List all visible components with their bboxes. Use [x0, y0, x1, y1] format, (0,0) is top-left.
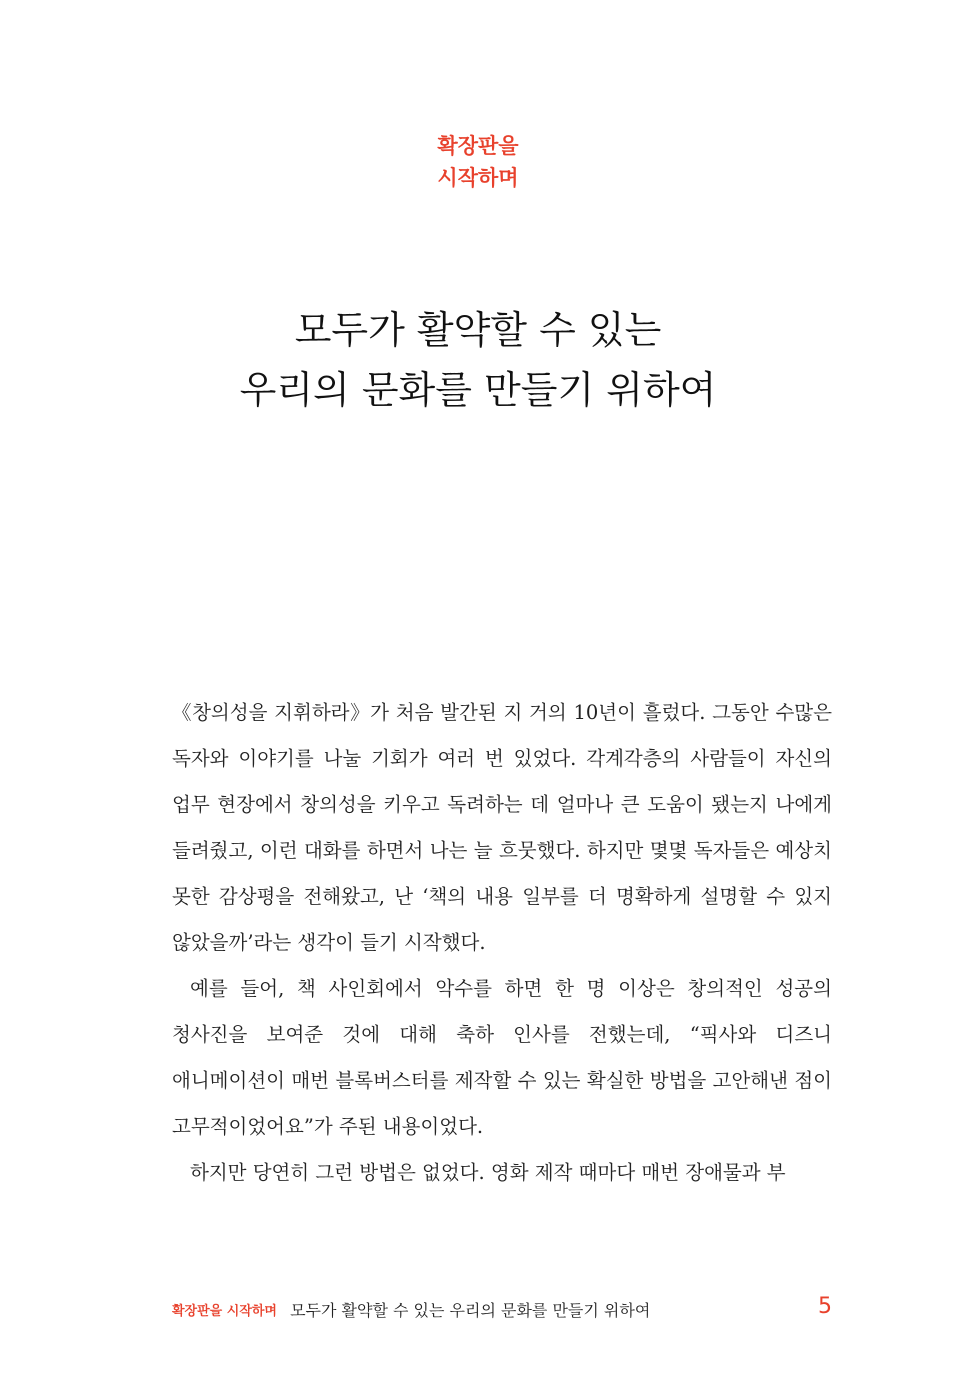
section-label — [0, 130, 956, 194]
footer-running-title: 모두가 활약할 수 있는 우리의 문화를 만들기 위하여 — [290, 1301, 651, 1320]
paragraph-1: 《창의성을 지휘하라》가 처음 발간된 지 거의 10년이 흘렀다. 그동안 수많은 독자와 이야기를 나눌 기회가 여러 번 있었다. 각계각층의 사람들이 자신의 업무 현장에서 창의성을 키우고 독려하는 데 얼마나 큰 도움이 됐는지 나에게 들려줬고, 이런 대화를 하면서 나는 늘 흐뭇했다. 하지만 몇몇 독자들은 예상치 못한 감상평을 전해왔고, 난 ‘책의 내용 일부를 더 명확하게 설명할 수 있지 않았을까’라는 생각이 들기 시작했다. — [172, 701, 832, 954]
paragraph-3: 하지만 당연히 그런 방법은 없었다. 영화 제작 때마다 매번 장애물과 부 — [190, 1161, 786, 1184]
footer-section-label: 확장판을 시작하며 — [172, 1304, 277, 1319]
body-text — [172, 690, 832, 1196]
chapter-title — [0, 300, 956, 420]
section-label-line1: 확장판을 — [437, 134, 519, 158]
page-footer — [172, 1294, 832, 1328]
page-number: 5 — [818, 1294, 832, 1319]
paragraph-2: 예를 들어, 책 사인회에서 악수를 하면 한 명 이상은 창의적인 성공의 청사진을 보여준 것에 대해 축하 인사를 전했는데, “픽사와 디즈니 애니메이션이 매번 블록버스터를 제작할 수 있는 확실한 방법을 고안해낸 점이 고무적이었어요”가 주된 내용이었다. — [172, 977, 832, 1138]
chapter-title-line2: 우리의 문화를 만들기 위하여 — [239, 368, 717, 412]
chapter-title-line1: 모두가 활약할 수 있는 — [294, 308, 662, 352]
section-label-line2: 시작하며 — [437, 166, 519, 190]
